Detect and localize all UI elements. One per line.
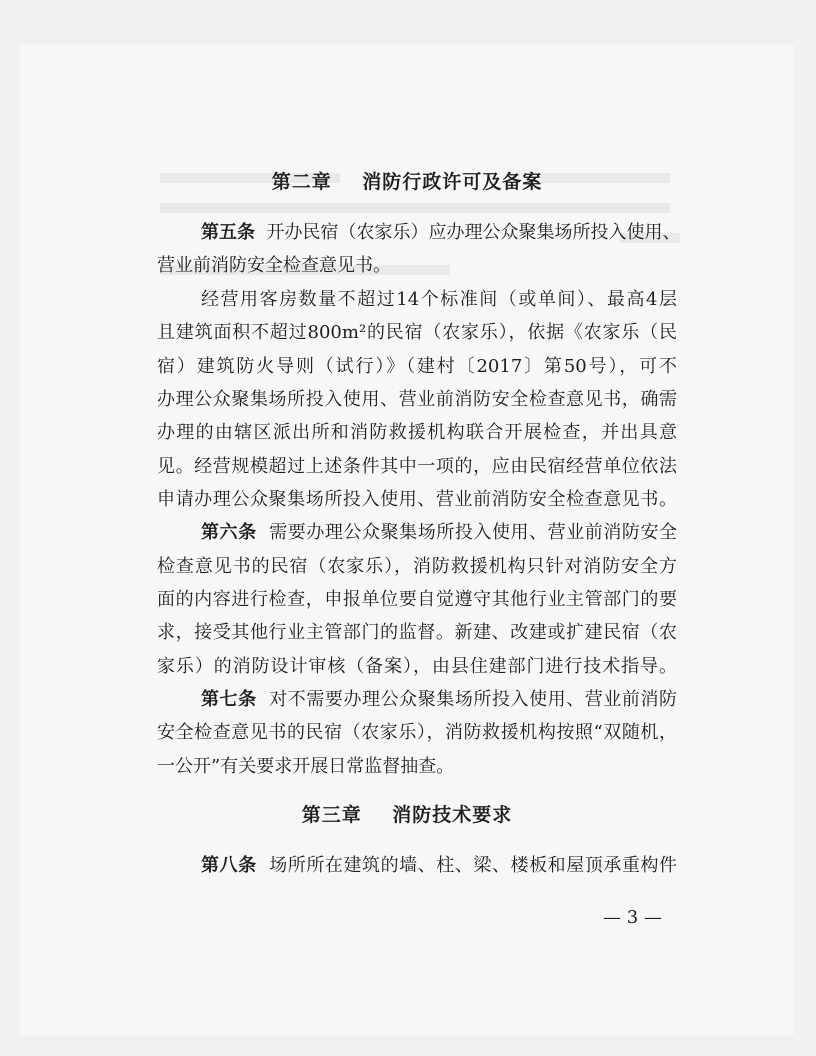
paragraph-line: 一公开”有关要求开展日常监督抽查。 — [157, 756, 455, 777]
article-text: 场所所在建筑的墙、柱、梁、楼板和屋顶承重构件 — [269, 855, 677, 876]
paragraph-line: 家乐）的消防设计审核（备案），由县住建部门进行技术指导。 — [157, 656, 677, 677]
article-line — [201, 683, 677, 716]
article-label: 第八条 — [201, 855, 257, 876]
paragraph-line: 安全检查意见书的民宿（农家乐），消防救援机构按照“双随机， — [157, 722, 677, 743]
bleed-through-mark — [160, 203, 670, 213]
paragraph-line: 营业前消防安全检查意见书。 — [157, 255, 391, 276]
article-label: 第五条 — [201, 222, 255, 243]
article-line — [201, 849, 677, 882]
document-page — [20, 45, 794, 1035]
paragraph-line: 办理公众聚集场所投入使用、营业前消防安全检查意见书，确需 — [157, 389, 677, 410]
article-text: 需要办理公众聚集场所投入使用、营业前消防安全 — [269, 522, 677, 543]
paragraph-line: 经营用客房数量不超过14个标准间（或单间）、最高4层 — [201, 289, 677, 310]
article-label: 第六条 — [201, 522, 257, 543]
paragraph-line: 检查意见书的民宿（农家乐），消防救援机构只针对消防安全方 — [157, 556, 677, 577]
paragraph-line: 且建筑面积不超过800m²的民宿（农家乐），依据《农家乐（民 — [157, 322, 677, 343]
paragraph-line: 求，接受其他行业主管部门的监督。新建、改建或扩建民宿（农 — [157, 622, 677, 643]
chapter-heading: 第三章 消防技术要求 — [301, 804, 513, 826]
article-text: 开办民宿（农家乐）应办理公众聚集场所投入使用、 — [266, 222, 681, 243]
page-number: — 3 — — [603, 907, 662, 928]
paragraph-line: 面的内容进行检查，申报单位要自觉遵守其他行业主管部门的要 — [157, 589, 677, 610]
article-line — [201, 216, 681, 249]
article-label: 第七条 — [201, 689, 257, 710]
paragraph-line: 宿）建筑防火导则（试行）》（建村〔2017〕第50号），可不 — [157, 356, 677, 377]
paragraph-line: 见。经营规模超过上述条件其中一项的，应由民宿经营单位依法 — [157, 456, 677, 477]
article-line — [201, 516, 677, 549]
article-text: 对不需要办理公众聚集场所投入使用、营业前消防 — [269, 689, 677, 710]
chapter-heading: 第二章 消防行政许可及备案 — [271, 171, 543, 193]
paragraph-line: 办理的由辖区派出所和消防救援机构联合开展检查，并出具意 — [157, 422, 677, 443]
paragraph-line: 申请办理公众聚集场所投入使用、营业前消防安全检查意见书。 — [157, 489, 677, 510]
